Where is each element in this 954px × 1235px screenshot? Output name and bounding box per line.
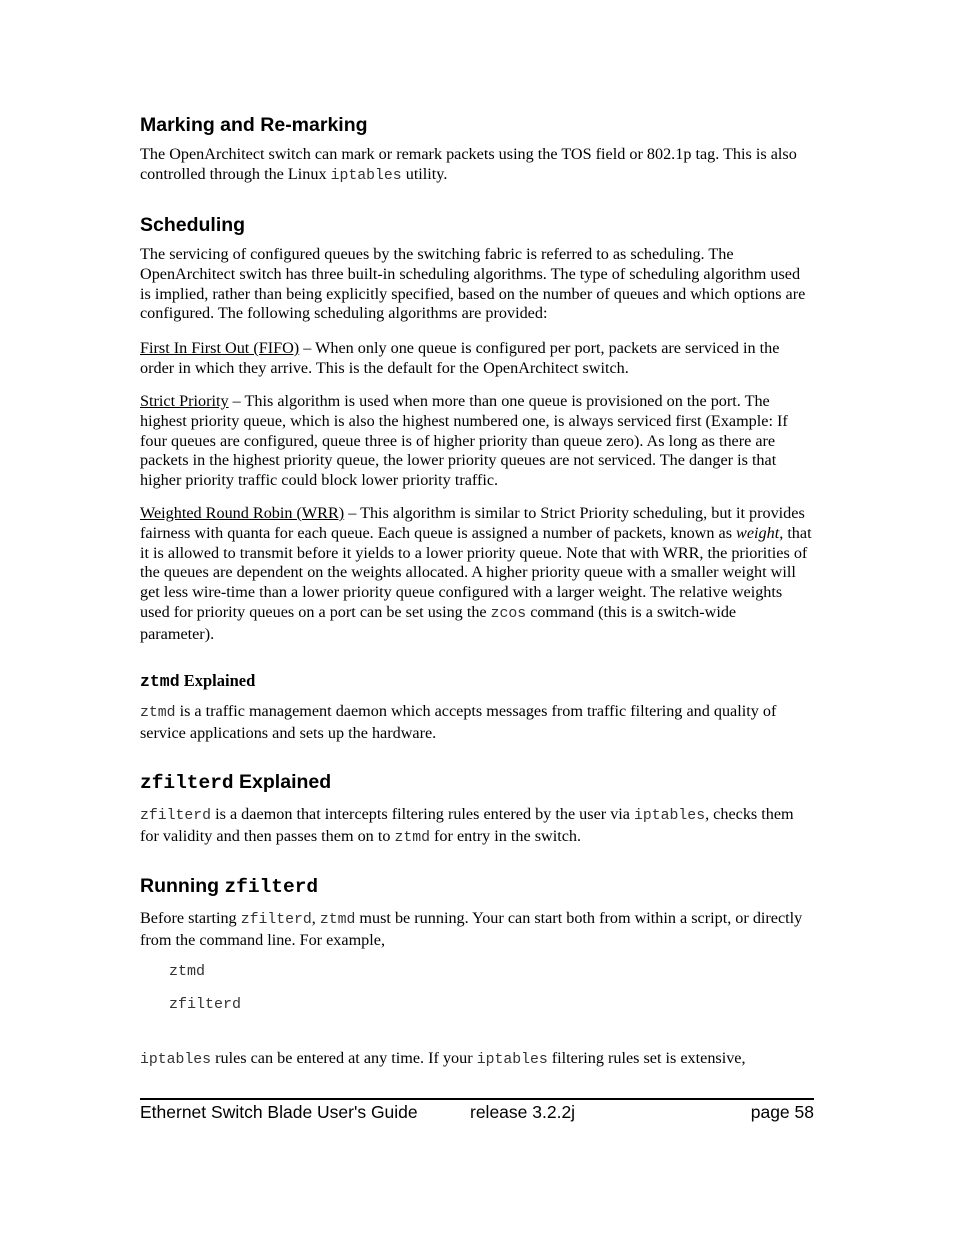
text-run: ,	[311, 909, 320, 927]
inline-code: iptables	[330, 167, 402, 184]
paragraph-marking	[140, 145, 814, 187]
text-run: for entry in the switch.	[430, 826, 582, 845]
footer-release: release 3.2.2j	[470, 1102, 576, 1122]
term-strict-priority: Strict Priority	[140, 392, 229, 410]
code-line-ztmd: ztmd	[169, 963, 206, 980]
paragraph-iptables	[140, 1049, 814, 1071]
heading-running-zfilterd	[140, 874, 318, 899]
text-run: , that it is allowed to transmit before it yields to a lower priority queue. Note that with WRR, the priorities of the queues are dependent on the weights allocated. A higher priority queue with a smaller weight will get less wire-time than a lower priority queue configured with a larger weight. The relative weights used for priority queues on a port can be set using the	[140, 523, 812, 621]
inline-code: iptables	[634, 808, 706, 824]
text-run: utility.	[401, 164, 448, 183]
paragraph-zfilterd	[140, 805, 814, 849]
text-run: – When only one queue is configured per port, packets are serviced in the order in which they arrive. This is the default for the OpenArchitect switch.	[140, 339, 780, 377]
text-run: , checks them for validity and then passes them on to	[140, 805, 794, 845]
text-run: The OpenArchitect switch can mark or remark packets using the TOS field or 802.1p tag. This is also controlled through the Linux	[140, 145, 797, 183]
inline-code: ztmd	[394, 829, 430, 846]
paragraph-wrr	[140, 504, 814, 645]
heading-ztmd-explained	[140, 670, 255, 693]
inline-code: ztmd	[140, 705, 176, 721]
term-wrr: Weighted Round Robin (WRR)	[140, 504, 345, 522]
heading-text: Explained	[179, 671, 256, 690]
text-run: rules can be entered at any time. If your	[211, 1049, 477, 1067]
text-run: filtering rules set is extensive,	[547, 1049, 746, 1067]
heading-marking: Marking and Re-marking	[140, 114, 368, 136]
text-run: is a daemon that intercepts filtering rules entered by the user via	[211, 805, 635, 823]
text-run: must be running. Your can start both from within a script, or directly from the command line. For example,	[140, 909, 803, 949]
inline-code: ztmd	[319, 912, 356, 928]
heading-text: Running	[140, 875, 225, 897]
emphasis-weight: weight	[736, 523, 780, 542]
inline-code: iptables	[476, 1052, 548, 1068]
paragraph-strict-priority	[140, 392, 814, 491]
inline-code: zcos	[490, 605, 527, 622]
heading-text: Explained	[233, 771, 332, 793]
paragraph-fifo	[140, 339, 814, 379]
heading-code: zfilterd	[140, 772, 234, 794]
inline-code: zfilterd	[140, 808, 212, 824]
code-line-zfilterd: zfilterd	[169, 996, 242, 1013]
text-run: command (this is a switch-wide parameter).	[140, 602, 737, 643]
footer-guide-title: Ethernet Switch Blade User's Guide	[140, 1102, 418, 1122]
term-fifo: First In First Out (FIFO)	[140, 339, 300, 357]
heading-code: ztmd	[140, 672, 180, 691]
heading-zfilterd-explained	[140, 770, 331, 795]
inline-code: zfilterd	[240, 912, 312, 928]
text-run: – This algorithm is similar to Strict Priority scheduling, but it provides fairness with quanta for each queue. Each queue is assigned a number of packets, known as	[140, 504, 805, 542]
paragraph-scheduling-intro: The servicing of configured queues by the switching fabric is referred to as scheduling. The OpenArchitect switch has three built-in scheduling algorithms. The type of scheduling algorithm used is implied, rather than being explicitly specified, based on the number of queues and which options are configured. The following scheduling algorithms are provided:	[140, 245, 806, 323]
heading-scheduling: Scheduling	[140, 214, 246, 236]
heading-code: zfilterd	[224, 876, 319, 898]
text-run: – This algorithm is used when more than one queue is provisioned on the port. The highest priority queue, which is also the highest numbered one, is always serviced first (Example: If four queues are configured, queue three is of higher priority than queue zero). As long as there are packets in the highest priority queue, the lower priority queues are not serviced. The danger is that higher priority traffic could block lower priority traffic.	[140, 392, 788, 490]
paragraph-running	[140, 909, 814, 951]
text-run: Before starting	[140, 909, 241, 927]
footer-page-number: page 58	[750, 1102, 814, 1122]
text-run: is a traffic management daemon which accepts messages from traffic filtering and quality of service applications and sets up the hardware.	[140, 702, 777, 742]
inline-code: iptables	[140, 1052, 212, 1068]
paragraph-ztmd	[140, 702, 814, 744]
document-page	[140, 0, 814, 1235]
